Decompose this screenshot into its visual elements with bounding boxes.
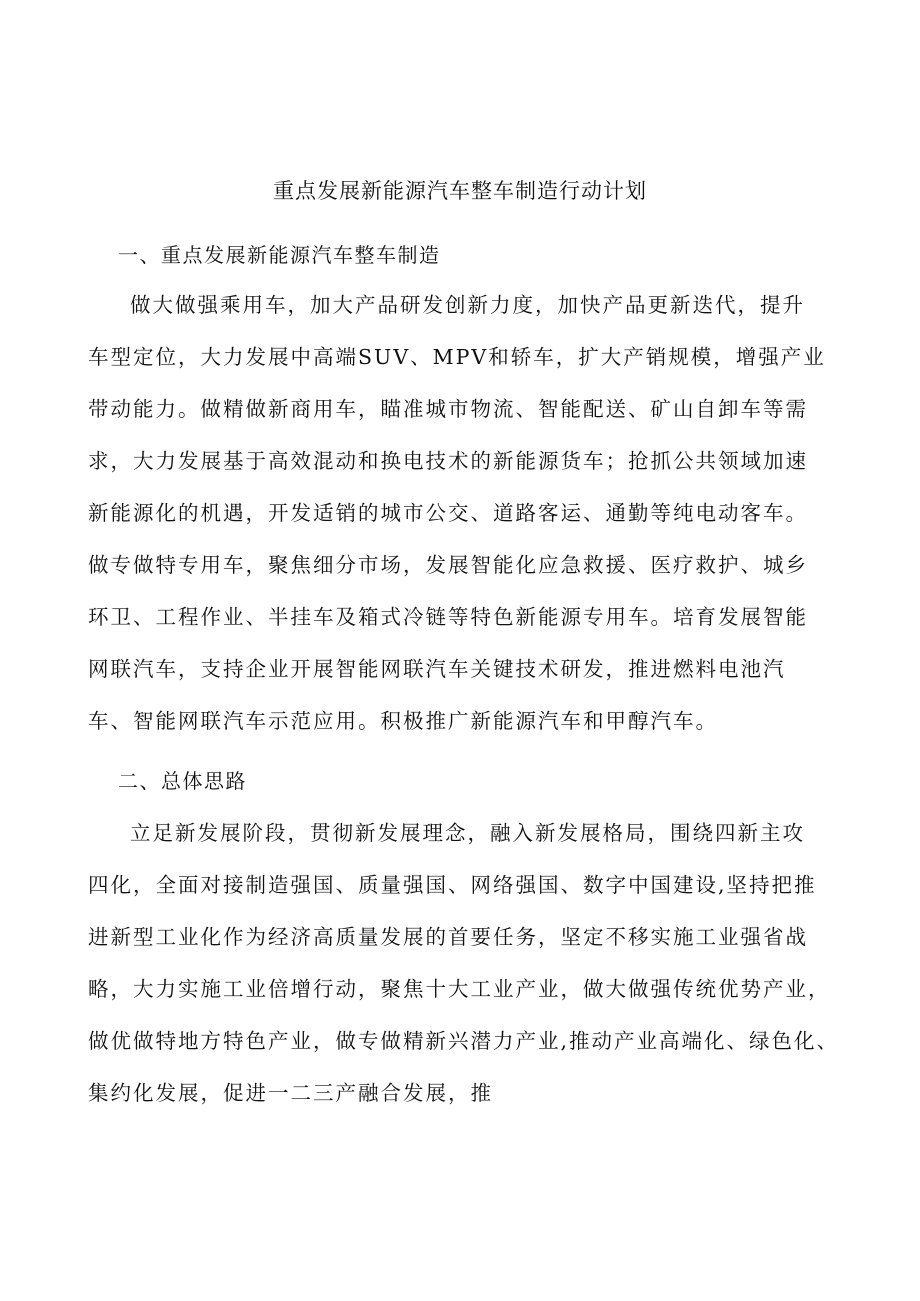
- section-1-line-7: 环卫、工程作业、半挂车及箱式冷链等特色新能源专用车。培育发展智能: [88, 605, 808, 629]
- section-1-line-4: 求，大力发展基于高效混动和换电技术的新能源货车；抢抓公共领域加速: [88, 449, 808, 473]
- section-2-heading: 二、总体思路: [118, 769, 247, 793]
- section-2-line-5: 做优做特地方特色产业，做专做精新兴潜力产业,推动产业高端化、绿色化、: [88, 1029, 840, 1053]
- section-1-line-6: 做专做特专用车，聚焦细分市场，发展智能化应急救援、医疗救护、城乡: [88, 553, 808, 577]
- section-1-line-5: 新能源化的机遇，开发适销的城市公交、道路客运、通勤等纯电动客车。: [88, 501, 808, 525]
- section-2-line-3: 进新型工业化作为经济高质量发展的首要任务，坚定不移实施工业强省战: [88, 925, 808, 949]
- section-1-line-2: 车型定位，大力发展中高端SUV、MPV和轿车，扩大产销规模，增强产业: [88, 345, 826, 369]
- section-1-heading: 一、重点发展新能源汽车整车制造: [118, 243, 441, 267]
- section-2-line-6: 集约化发展，促进一二三产融合发展，推: [88, 1081, 493, 1105]
- section-2-line-1: 立足新发展阶段，贯彻新发展理念，融入新发展格局，围绕四新主攻: [130, 821, 805, 845]
- section-1-line-3: 带动能力。做精做新商用车，瞄准城市物流、智能配送、矿山自卸车等需: [88, 397, 808, 421]
- document-title: 重点发展新能源汽车整车制造行动计划: [273, 179, 647, 203]
- section-2-line-4: 略，大力实施工业倍增行动，聚焦十大工业产业，做大做强传统优势产业，: [88, 977, 831, 1001]
- section-2-line-2: 四化，全面对接制造强国、质量强国、网络强国、数字中国建设,坚持把推: [88, 873, 817, 897]
- section-1-line-9: 车、智能网联汽车示范应用。积极推广新能源汽车和甲醇汽车。: [88, 709, 718, 733]
- section-1-line-1: 做大做强乘用车，加大产品研发创新力度，加快产品更新迭代，提升: [130, 293, 805, 317]
- section-1-line-8: 网联汽车，支持企业开展智能网联汽车关键技术研发，推进燃料电池汽: [88, 657, 786, 681]
